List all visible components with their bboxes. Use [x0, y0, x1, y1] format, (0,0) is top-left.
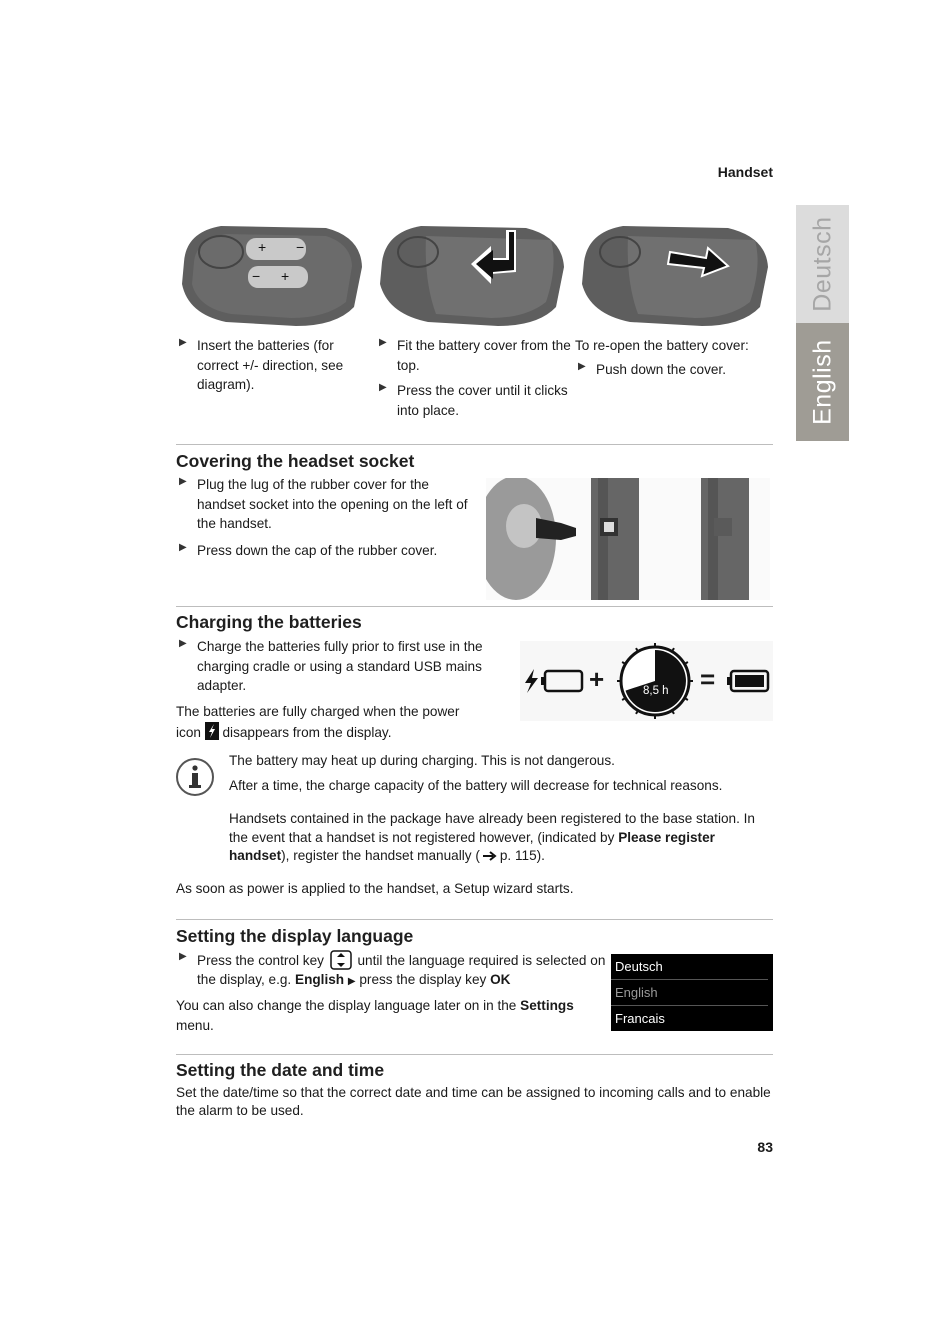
info-line: The battery may heat up during charging. This is not dangerous.: [229, 753, 615, 768]
headset-socket-heading: Covering the headset socket: [176, 451, 415, 471]
date-time-text: Set the date/time so that the correct date and time can be assigned to incoming calls and to enable the alarm to be used.: [176, 1085, 771, 1119]
language-option-francais[interactable]: Francais: [615, 1011, 665, 1026]
section-divider: [176, 444, 773, 445]
running-header: Handset: [717, 164, 773, 180]
section-divider: [176, 1054, 773, 1055]
bullet-arrow-icon: ▶: [179, 542, 187, 554]
page-number: 83: [757, 1139, 773, 1155]
sequence-arrow-icon: ▶: [347, 976, 356, 988]
language-steps: [176, 950, 606, 995]
language-option-english[interactable]: English: [611, 980, 768, 1006]
info-icon: [175, 757, 215, 797]
reopen-intro: To re-open the battery cover:: [575, 338, 749, 353]
charge-clock: [617, 643, 693, 719]
battery-cover-fit-photo: [376, 222, 568, 330]
language-later-text: You can also change the display language later on in the Settings menu.: [176, 998, 574, 1033]
list-item: ▶ Press the cover until it clicks into place.: [379, 382, 568, 419]
charging-steps: [176, 637, 506, 702]
bullet-arrow-icon: ▶: [179, 337, 187, 348]
battery-step-col2: [376, 336, 576, 427]
svg-text:−: −: [252, 268, 261, 284]
language-option-deutsch[interactable]: Deutsch: [611, 954, 768, 980]
full-battery-icon: [727, 669, 771, 693]
list-item: ▶ Charge the batteries fully prior to first use in the charging cradle or using a standard USB mains adapter.: [179, 638, 483, 694]
info-line: After a time, the charge capacity of the battery will decrease for technical reasons.: [229, 777, 723, 793]
date-time-heading: Setting the date and time: [176, 1060, 385, 1080]
battery-cover-open-photo: [578, 222, 772, 330]
language-display: [611, 954, 773, 1031]
charging-heading: Charging the batteries: [176, 612, 362, 632]
list-item: ▶ Insert the batteries (for correct +/- direction, see diagram).: [179, 337, 344, 393]
side-tab-english[interactable]: English: [796, 323, 849, 441]
bullet-arrow-icon: ▶: [578, 360, 586, 372]
list-item: ▶ Plug the lug of the rubber cover for the handset socket into the opening on the left of the handset.: [179, 476, 468, 532]
bullet-arrow-icon: ▶: [379, 337, 387, 348]
side-tab-deutsch[interactable]: Deutsch: [796, 205, 849, 323]
info-notes: [229, 751, 769, 865]
setup-wizard-text: As soon as power is applied to the handset, a Setup wizard starts.: [176, 881, 574, 896]
registration-note: Handsets contained in the package have already been registered to the base station. In the event that a handset is not registered however, (indicated by Please register handset), register the handset manually ( p. 115).: [229, 811, 755, 864]
svg-text:+: +: [281, 268, 290, 284]
battery-step-col3: [575, 336, 775, 385]
plus-sign: +: [589, 664, 605, 694]
battery-step-col1: [176, 336, 366, 401]
lightning-icon: [522, 667, 540, 695]
list-item: ▶ Push down the cover.: [578, 360, 726, 377]
battery-insert-photo: [176, 222, 366, 330]
power-icon: [205, 722, 219, 740]
bullet-arrow-icon: ▶: [179, 951, 187, 962]
equals-sign: =: [700, 664, 716, 694]
language-heading: Setting the display language: [176, 926, 414, 946]
control-key-icon: [330, 950, 352, 970]
empty-battery-icon: [541, 669, 585, 693]
svg-text:−: −: [296, 239, 305, 255]
page-ref-link[interactable]: p. 115: [499, 848, 537, 864]
charging-diagram: [520, 641, 773, 721]
bullet-arrow-icon: ▶: [379, 382, 387, 394]
svg-text:+: +: [258, 239, 267, 255]
clock-label: 8,5 h: [643, 685, 669, 697]
section-divider: [176, 606, 773, 607]
list-item: ▶ Press down the cap of the rubber cover.: [179, 542, 438, 559]
list-item: ▶ Press the control key until the language required is selected on the display, e.g. English ▶ press the display key OK: [179, 951, 606, 988]
headset-socket-photo: [486, 478, 770, 600]
page-ref-arrow-icon: [482, 851, 498, 861]
section-divider: [176, 919, 773, 920]
headset-socket-steps: [176, 475, 476, 567]
bullet-arrow-icon: ▶: [179, 638, 187, 649]
list-item: ▶ Fit the battery cover from the top.: [379, 337, 571, 373]
bullet-arrow-icon: ▶: [179, 476, 187, 487]
charging-full-text: The batteries are fully charged when the power icon disappears from the display.: [176, 704, 460, 740]
